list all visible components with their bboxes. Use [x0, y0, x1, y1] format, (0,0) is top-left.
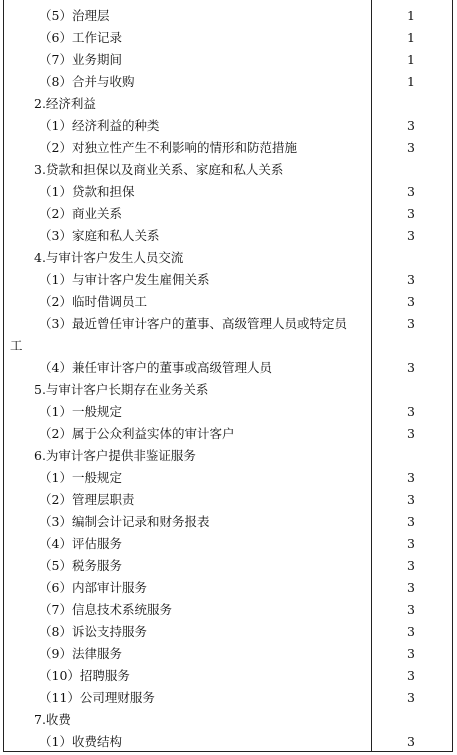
sub-item-label: （10）招聘服务 — [39, 668, 130, 683]
level-value — [368, 247, 454, 269]
level-value: 3 — [407, 404, 415, 419]
table-row — [4, 445, 454, 467]
sub-item-label: （2）属于公众利益实体的审计客户 — [39, 426, 235, 441]
table-row — [4, 401, 454, 423]
table-row — [4, 27, 454, 49]
table-row — [4, 225, 454, 247]
level-value: 3 — [407, 734, 415, 749]
level-value: 3 — [407, 646, 415, 661]
table-row — [4, 423, 454, 445]
sub-item-label: （3）编制会计记录和财务报表 — [39, 514, 210, 529]
table-row — [4, 5, 454, 27]
level-value — [368, 93, 454, 115]
sub-item-label: （7）信息技术系统服务 — [39, 602, 172, 617]
table-row — [4, 93, 454, 115]
sub-item-label: （1）一般规定 — [39, 470, 122, 485]
table-row — [4, 269, 454, 291]
wrapped-text-continuation: 工 — [10, 338, 23, 353]
table-row — [4, 533, 454, 555]
sub-item-label: （3）最近曾任审计客户的董事、高级管理人员或特定员 — [39, 316, 347, 331]
sub-item-label: （5）治理层 — [39, 8, 110, 23]
table-row — [4, 665, 454, 687]
level-value: 3 — [407, 668, 415, 683]
section-heading: 6.为审计客户提供非鉴证服务 — [34, 448, 196, 463]
sub-item-label: （2）对独立性产生不利影响的情形和防范措施 — [39, 140, 297, 155]
level-value: 3 — [407, 118, 415, 133]
table-row — [4, 357, 454, 379]
sub-item-label: （1）与审计客户发生雇佣关系 — [39, 272, 210, 287]
section-heading: 5.与审计客户长期存在业务关系 — [34, 382, 209, 397]
table-row — [4, 181, 454, 203]
level-value: 3 — [407, 580, 415, 595]
table-row — [4, 203, 454, 225]
table-row — [4, 291, 454, 313]
sub-item-label: （8）合并与收购 — [39, 74, 135, 89]
sub-item-label: （7）业务期间 — [39, 52, 122, 67]
sub-item-label: （9）法律服务 — [39, 646, 122, 661]
level-value: 3 — [407, 536, 415, 551]
table-row — [4, 71, 454, 93]
table-row — [4, 643, 454, 665]
level-value: 3 — [407, 426, 415, 441]
level-value: 3 — [407, 492, 415, 507]
table-row — [4, 247, 454, 269]
sub-item-label: （4）兼任审计客户的董事或高级管理人员 — [39, 360, 272, 375]
section-heading: 4.与审计客户发生人员交流 — [34, 250, 184, 265]
sub-item-label: （1）经济利益的种类 — [39, 118, 160, 133]
level-value: 3 — [407, 228, 415, 243]
level-value: 3 — [407, 316, 415, 331]
level-value: 3 — [407, 624, 415, 639]
table-row — [4, 511, 454, 533]
level-value: 3 — [407, 470, 415, 485]
sub-item-label: （1）收费结构 — [39, 734, 122, 749]
level-value: 3 — [407, 514, 415, 529]
level-value: 1 — [407, 30, 415, 45]
sub-item-label: （1）贷款和担保 — [39, 184, 135, 199]
sub-item-label: （2）临时借调员工 — [39, 294, 147, 309]
level-value: 3 — [407, 602, 415, 617]
level-value — [368, 159, 454, 181]
sub-item-label: （3）家庭和私人关系 — [39, 228, 160, 243]
sub-item-label: （6）内部审计服务 — [39, 580, 147, 595]
level-value: 1 — [407, 8, 415, 23]
table-row — [4, 49, 454, 71]
section-heading: 2.经济利益 — [34, 96, 96, 111]
level-value: 3 — [407, 690, 415, 705]
level-value: 3 — [407, 558, 415, 573]
level-value — [368, 379, 454, 401]
table-row — [4, 555, 454, 577]
sub-item-label: （6）工作记录 — [39, 30, 122, 45]
table-row — [4, 137, 454, 159]
sub-item-label: （5）税务服务 — [39, 558, 122, 573]
table-row — [4, 115, 454, 137]
level-value: 3 — [407, 140, 415, 155]
section-heading: 3.贷款和担保以及商业关系、家庭和私人关系 — [34, 162, 284, 177]
table-row — [4, 489, 454, 511]
sub-item-label: （1）一般规定 — [39, 404, 122, 419]
level-value — [368, 445, 454, 467]
level-value: 3 — [407, 360, 415, 375]
table-row — [4, 709, 454, 731]
table-row — [4, 599, 454, 621]
sub-item-label: （2）商业关系 — [39, 206, 122, 221]
sub-item-label: （4）评估服务 — [39, 536, 122, 551]
table-row — [4, 577, 454, 599]
section-heading: 7.收费 — [34, 712, 71, 727]
table-row — [4, 621, 454, 643]
sub-item-label: （8）诉讼支持服务 — [39, 624, 147, 639]
level-value: 1 — [407, 74, 415, 89]
table-row — [4, 313, 454, 335]
sub-item-label: （11）公司理财服务 — [39, 690, 155, 705]
level-value: 1 — [407, 52, 415, 67]
level-value: 3 — [407, 272, 415, 287]
table-row — [4, 687, 454, 709]
table-row — [4, 467, 454, 489]
table-row — [4, 159, 454, 181]
sub-item-label: （2）管理层职责 — [39, 492, 135, 507]
table-row — [4, 731, 454, 753]
syllabus-table — [3, 0, 453, 752]
level-value — [368, 709, 454, 731]
level-value: 3 — [407, 206, 415, 221]
level-value: 3 — [407, 294, 415, 309]
table-row — [4, 379, 454, 401]
level-value: 3 — [407, 184, 415, 199]
